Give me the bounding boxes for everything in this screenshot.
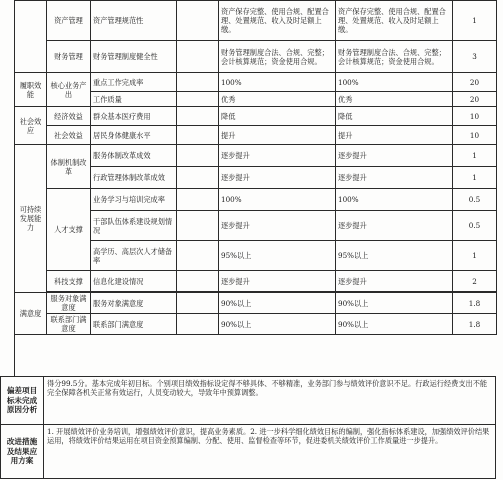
duty-work-score: 20 [453,73,497,92]
table-row [15,126,497,145]
finance-actual: 财务管理制度合法、合规、完整；会计核算规范；资金使用合规。 [336,41,453,73]
tech-score: 2 [453,271,497,292]
soc-actual: 提升 [336,126,453,145]
deviation-header-line: 偏差项目 [6,385,38,395]
satis2-target: 90%以上 [219,314,336,335]
blank-cell [177,1,219,41]
blank-cell [177,145,219,167]
soc-score: 10 [453,126,497,145]
talent1-level3: 业务学习与培训完成率 [91,189,177,211]
blank-cell [177,241,219,271]
mech1-score: 1 [453,145,497,167]
summary-table [0,376,496,479]
sustain-level1: 可持续发展能力 [15,145,47,293]
table-row [15,73,497,92]
blank-cell [177,271,219,292]
mech2-target: 逐步提升 [219,167,336,189]
satis2-actual: 90%以上 [336,314,453,335]
satis1-level3: 服务对象满意度 [91,293,177,314]
tech-target: 逐步提升 [219,271,336,292]
asset-target: 资产保存完整、使用合规、配置合理、处置规范、收入及时足额上缴。 [219,1,336,41]
asset-level2: 资产管理 [47,1,91,41]
blank-cell [177,92,219,107]
tech-actual: 逐步提升 [336,271,453,292]
finance-level2: 财务管理 [47,41,91,73]
asset-level3: 资产管理规范性 [91,1,177,41]
talent1-actual: 100% [336,189,453,211]
talent-level2: 人才支撑 [47,189,91,271]
social-level1: 社会效应 [15,107,47,145]
blank-cell [177,314,219,335]
duty-level2: 核心业务产出 [47,73,91,107]
talent1-score: 0.5 [453,189,497,211]
tech-level3: 信息化建设情况 [91,271,177,292]
satis1-actual: 90%以上 [336,293,453,314]
duty-work-actual: 100% [336,73,453,92]
satis-level1: 满意度 [15,293,47,335]
mech1-target: 逐步提升 [219,145,336,167]
satis1-target: 90%以上 [219,293,336,314]
mech2-level3: 行政管理体制改革成效 [91,167,177,189]
talent2-level3: 干部队伍体系建设规划情况 [91,211,177,241]
talent3-score: 1 [453,241,497,271]
table-row [15,107,497,126]
blank-cell [177,293,219,314]
asset-score: 1 [453,1,497,41]
satis2-score: 1.8 [453,314,497,335]
deviation-header [1,377,44,425]
blank-cell [177,211,219,241]
soc-level3: 居民身体健康水平 [91,126,177,145]
table-row [15,1,497,41]
table-row [15,189,497,211]
asset-actual: 资产保存完整、使用合规、配置合理、处置规范、收入及时足额上缴。 [336,1,453,41]
econ-level2: 经济效益 [47,107,91,126]
econ-score: 10 [453,107,497,126]
mech1-actual: 逐步提升 [336,145,453,167]
soc-level2: 社会效益 [47,126,91,145]
table-row [15,271,497,292]
duty-quality-actual: 优秀 [336,92,453,107]
satis2-level3: 联系部门满意度 [91,314,177,335]
mech-level2: 体制机制改革 [47,145,91,189]
deviation-text: 得分99.5分。基本完成年初目标。个别项目绩效指标设定得不够具体、不够精准，业务部门参与绩效评价意识不足。行政运行经费支出不能完全保障各机关正常有效运行，人员变动较大，导致年中预算调整。 [44,377,496,425]
econ-actual: 降低 [336,107,453,126]
blank-cell [177,73,219,92]
table-row [15,314,497,335]
econ-level3: 群众基本医疗费用 [91,107,177,126]
blank-cell [177,41,219,73]
mech2-actual: 逐步提升 [336,167,453,189]
talent2-score: 0.5 [453,211,497,241]
econ-target: 降低 [219,107,336,126]
blank-cell [177,189,219,211]
mech2-score: 1 [453,167,497,189]
left-merged-column [0,0,15,376]
duty-work-level3: 重点工作完成率 [91,73,177,92]
level1-blank [15,1,47,73]
improvement-header-line: 用方案 [10,456,34,466]
improvement-header-line: 及结果应 [6,446,38,456]
deviation-header-line: 标未完成 [6,395,38,405]
deviation-row [1,377,496,425]
blank-cell [177,107,219,126]
talent2-target: 逐步提升 [219,211,336,241]
finance-level3: 财务管理制度健全性 [91,41,177,73]
indicator-table [14,0,497,335]
satis1-score: 1.8 [453,293,497,314]
duty-level1: 履职效能 [15,73,47,107]
improvement-row [1,425,496,479]
finance-score: 3 [453,41,497,73]
talent2-actual: 逐步提升 [336,211,453,241]
tech-level2: 科技支撑 [47,271,91,292]
soc-target: 提升 [219,126,336,145]
deviation-header-line: 原因分析 [6,405,38,415]
duty-work-target: 100% [219,73,336,92]
duty-quality-level3: 工作质量 [91,92,177,107]
talent3-target: 95%以上 [219,241,336,271]
talent3-level3: 高学历、高层次人才储备率 [91,241,177,271]
table-row [15,145,497,167]
satis1-level2: 服务对象满意度 [47,293,91,314]
blank-cell [177,126,219,145]
improvement-header [1,425,44,479]
satis2-level2: 联系部门满意度 [47,314,91,335]
blank-cell [177,167,219,189]
talent1-target: 100% [219,189,336,211]
table-row [15,41,497,73]
finance-target: 财务管理制度合法、合规、完整；会计核算规范；资金使用合规。 [219,41,336,73]
duty-quality-score: 20 [453,92,497,107]
improvement-header-line: 改进措施 [6,436,38,446]
improvement-text: 1. 开展绩效评价业务培训，增强绩效评价意识，提高业务素质。2. 进一步科学细化绩效目标的编制，强化指标体系建设，加强绩效评价结果运用，将绩效评价结果运用在项目资金预算编制、分配、使用、监督检查等环节，促进委机关绩效评价工作质量进一步提升。 [44,425,496,479]
talent3-actual: 95%以上 [336,241,453,271]
mech1-level3: 服务体制改革成效 [91,145,177,167]
duty-quality-target: 优秀 [219,92,336,107]
table-row [15,293,497,314]
